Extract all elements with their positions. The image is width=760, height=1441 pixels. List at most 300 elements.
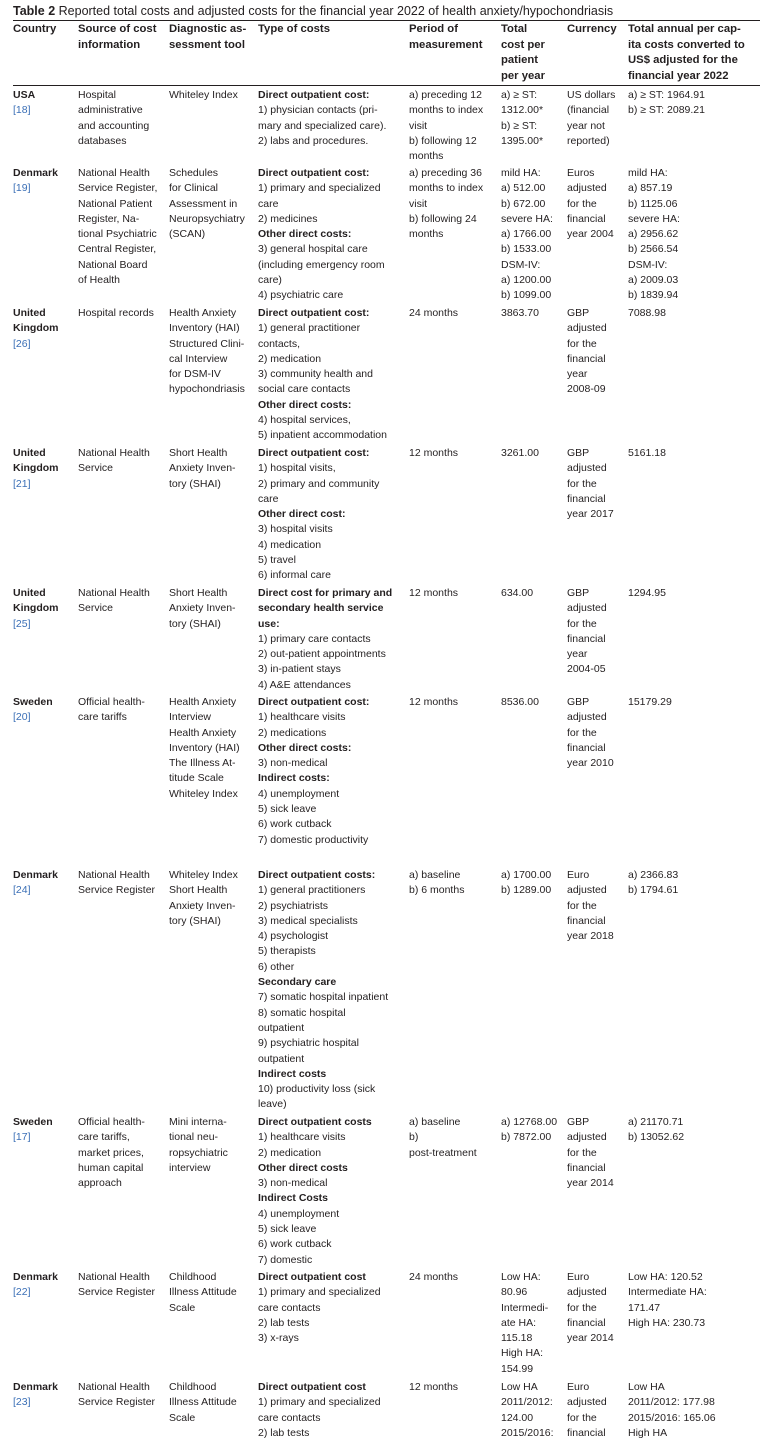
source-line: Register, Na- <box>78 212 140 225</box>
cost-item: 3) non-medical <box>258 757 328 770</box>
header-line: Source of cost <box>78 23 157 35</box>
total-line: b) 1533.00 <box>501 243 552 256</box>
adjusted-cell <box>628 695 672 710</box>
tool-line: Short Health <box>169 447 228 459</box>
country-name: Kingdom <box>13 462 59 475</box>
cost-item: care <box>258 197 279 210</box>
source-line: human capital <box>78 1161 144 1174</box>
source-cell <box>78 1270 155 1301</box>
tool-line: Inventory (HAI) <box>169 322 240 335</box>
source-line: National Health <box>78 1381 150 1393</box>
tool-line: Childhood <box>169 1271 217 1283</box>
adjusted-line: mild HA: <box>628 167 668 179</box>
total-line: a) 512.00 <box>501 182 546 195</box>
country-cell <box>13 695 53 726</box>
cost-item: 3) x-rays <box>258 1332 299 1345</box>
total-line: severe HA: <box>501 212 553 225</box>
cost-item: 1) healthcare visits <box>258 1131 346 1144</box>
source-line: care tariffs <box>78 711 127 724</box>
total-line: mild HA: <box>501 167 541 179</box>
adjusted-line: 5161.18 <box>628 447 666 459</box>
adjusted-line: b) ≥ ST: 2089.21 <box>628 104 705 117</box>
total-line: 2015/2016: <box>501 1426 554 1439</box>
currency-line: for the <box>567 1411 597 1424</box>
cost-item: care contacts <box>258 1301 321 1314</box>
header-line: patient <box>501 54 539 67</box>
cost-item: 6) informal care <box>258 569 331 582</box>
header-country <box>13 22 56 38</box>
adjusted-line: a) 2366.83 <box>628 869 679 881</box>
adjusted-line: High HA <box>628 1426 668 1439</box>
cost-item: 3) community health and <box>258 368 373 381</box>
adjusted-line: 1294.95 <box>628 587 666 599</box>
tool-line: Short Health <box>169 884 228 897</box>
header-line: Type of costs <box>258 23 330 35</box>
source-cell <box>78 166 157 288</box>
adjusted-line: b) 1839.94 <box>628 289 679 302</box>
tool-line: Whiteley Index <box>169 787 238 800</box>
tool-line: Interview <box>169 711 212 724</box>
header-period <box>409 22 482 53</box>
cost-item: 1) primary and specialized <box>258 1286 381 1299</box>
currency-line: year <box>567 648 588 661</box>
period-line: visit <box>409 119 428 132</box>
cost-item: 1) general practitioner <box>258 322 361 335</box>
adjusted-cell <box>628 306 666 321</box>
period-line: a) preceding 36 <box>409 167 482 179</box>
total-line: 2011/2012: <box>501 1396 553 1409</box>
source-line: National Health <box>78 167 150 179</box>
top-rule <box>13 20 760 21</box>
reference-link[interactable]: [21] <box>13 477 31 490</box>
source-line: administrative <box>78 104 143 117</box>
period-cell <box>409 1115 477 1161</box>
adjusted-cell <box>628 586 666 601</box>
header-adjusted <box>628 22 745 84</box>
tool-line: Structured Clini- <box>169 337 245 350</box>
cost-item: 5) therapists <box>258 945 316 958</box>
type-cell <box>258 1115 372 1268</box>
currency-line: adjusted <box>567 462 607 475</box>
cost-item: 10) productivity loss (sick <box>258 1083 376 1096</box>
tool-cell <box>169 868 238 929</box>
cost-item: 6) work cutback <box>258 1238 332 1251</box>
currency-line: Euros <box>567 167 595 179</box>
currency-line: GBP <box>567 1116 590 1128</box>
source-line: Central Register, <box>78 243 157 256</box>
header-line: financial year 2022 <box>628 69 729 82</box>
header-line: Diagnostic as- <box>169 23 247 35</box>
adjusted-line: DSM-IV: <box>628 258 668 271</box>
cost-item: 2) medication <box>258 352 322 365</box>
cost-item: 5) inpatient accommodation <box>258 429 387 442</box>
cost-item: 1) healthcare visits <box>258 711 346 724</box>
tool-line: Whiteley Index <box>169 869 238 881</box>
total-line: Low HA <box>501 1381 538 1393</box>
tool-cell <box>169 446 236 492</box>
cost-item: 1) general practitioners <box>258 884 366 897</box>
total-cell <box>501 88 543 149</box>
cost-item: 3) general hospital care <box>258 243 368 256</box>
period-line: 24 months <box>409 307 459 319</box>
source-line: Service Register <box>78 884 156 897</box>
currency-line: for the <box>567 1301 597 1314</box>
total-line: 634.00 <box>501 587 534 599</box>
currency-line: adjusted <box>567 602 607 615</box>
currency-line: financial <box>567 632 606 645</box>
currency-line: year 2004 <box>567 228 614 241</box>
cost-item: 2) primary and community <box>258 477 380 490</box>
adjusted-line: b) 1125.06 <box>628 197 678 210</box>
type-cell <box>258 306 387 444</box>
adjusted-line: 2011/2012: 177.98 <box>628 1396 715 1409</box>
cost-item: 2) lab tests <box>258 1426 310 1439</box>
country-cell <box>13 1270 58 1301</box>
header-line: sessment tool <box>169 38 245 51</box>
cost-category: Direct outpatient costs: <box>258 869 376 881</box>
source-line: Official health- <box>78 1116 145 1128</box>
currency-line: financial <box>567 352 606 365</box>
currency-line: adjusted <box>567 1396 607 1409</box>
cost-item: 3) in-patient stays <box>258 663 341 676</box>
type-cell <box>258 446 379 584</box>
adjusted-line: severe HA: <box>628 212 680 225</box>
country-name: Kingdom <box>13 322 59 335</box>
currency-line: 2004-05 <box>567 663 606 676</box>
header-line: Total annual per cap- <box>628 23 741 35</box>
cost-item: 6) other <box>258 960 295 973</box>
header-total <box>501 22 545 84</box>
period-line: a) preceding 12 <box>409 89 482 101</box>
cost-item: 4) unemployment <box>258 787 340 800</box>
currency-line: financial <box>567 1161 606 1174</box>
tool-line: tory (SHAI) <box>169 477 221 490</box>
period-line: b) following 12 <box>409 134 477 147</box>
cost-item: 4) psychologist <box>258 930 329 943</box>
source-line: National Health <box>78 587 150 599</box>
tool-line: titude Scale <box>169 772 224 785</box>
adjusted-line: Intermediate HA: <box>628 1286 707 1299</box>
country-cell <box>13 88 35 119</box>
total-line: b) 672.00 <box>501 197 546 210</box>
cost-item: 4) medication <box>258 538 322 551</box>
tool-line: cal Interview <box>169 352 228 365</box>
tool-line: Illness Attitude <box>169 1396 237 1409</box>
tool-line: Anxiety Inven- <box>169 899 236 912</box>
source-line: National Patient <box>78 197 153 210</box>
cost-item: 3) medical specialists <box>258 914 358 927</box>
country-name: United <box>13 587 46 599</box>
adjusted-line: a) 2009.03 <box>628 274 679 287</box>
currency-line: financial <box>567 741 606 754</box>
period-line: a) baseline <box>409 869 461 881</box>
source-line: Service <box>78 462 114 475</box>
currency-cell <box>567 306 607 398</box>
currency-line: for the <box>567 1146 597 1159</box>
currency-line: GBP <box>567 307 590 319</box>
header-line: Currency <box>567 23 617 35</box>
country-cell <box>13 868 58 899</box>
cost-item: care <box>258 492 279 505</box>
total-line: Intermedi- <box>501 1301 549 1314</box>
source-line: Service Register <box>78 1286 156 1299</box>
adjusted-cell <box>628 88 705 119</box>
cost-category: Direct outpatient cost: <box>258 167 370 179</box>
total-cell <box>501 446 539 461</box>
header-line: cost per <box>501 38 545 51</box>
cost-category: Direct cost for primary and <box>258 587 393 599</box>
header-type <box>258 22 330 38</box>
total-line: 8536.00 <box>501 696 539 708</box>
total-line: 154.99 <box>501 1362 534 1375</box>
country-cell <box>13 586 59 632</box>
reference-link[interactable]: [22] <box>13 1286 31 1299</box>
source-line: of Health <box>78 274 121 287</box>
adjusted-line: High HA: 230.73 <box>628 1316 706 1329</box>
reference-link[interactable]: [20] <box>13 711 31 724</box>
type-cell <box>258 88 386 149</box>
adjusted-line: Low HA <box>628 1381 665 1393</box>
cost-item: 5) sick leave <box>258 803 317 816</box>
currency-line: for the <box>567 337 597 350</box>
cost-item: 7) domestic productivity <box>258 833 369 846</box>
header-source <box>78 22 156 53</box>
currency-cell <box>567 586 607 678</box>
cost-item: 5) sick leave <box>258 1223 317 1236</box>
tool-line: hypochondriasis <box>169 383 245 396</box>
period-line: visit <box>409 197 428 210</box>
tool-line: Neuropsychiatry <box>169 212 245 225</box>
period-line: months <box>409 228 444 241</box>
cost-item: 6) work cutback <box>258 818 332 831</box>
period-cell <box>409 446 458 461</box>
total-cell <box>501 1380 554 1441</box>
tool-line: Inventory (HAI) <box>169 741 240 754</box>
total-line: 1312.00* <box>501 104 544 117</box>
total-line: ate HA: <box>501 1316 537 1329</box>
cost-item: 1) primary and specialized <box>258 182 381 195</box>
currency-cell <box>567 166 614 242</box>
source-cell <box>78 586 150 617</box>
adjusted-line: a) 2956.62 <box>628 228 679 241</box>
type-cell <box>258 868 388 1113</box>
cost-category: Other direct costs: <box>258 741 352 754</box>
adjusted-line: b) 2566.54 <box>628 243 679 256</box>
period-line: a) baseline <box>409 1116 461 1128</box>
currency-line: US dollars <box>567 89 616 101</box>
cost-category: Other direct costs: <box>258 398 352 411</box>
country-name: Denmark <box>13 1381 58 1393</box>
tool-line: tory (SHAI) <box>169 914 221 927</box>
tool-line: Childhood <box>169 1381 217 1393</box>
currency-line: Euro <box>567 1271 590 1283</box>
currency-line: for the <box>567 726 597 739</box>
currency-line: financial <box>567 492 606 505</box>
adjusted-line: b) 1794.61 <box>628 884 679 897</box>
currency-cell <box>567 446 614 522</box>
type-cell <box>258 695 369 848</box>
cost-category: use: <box>258 617 280 630</box>
total-cell <box>501 695 539 710</box>
source-line: tional Psychiatric <box>78 228 157 241</box>
tool-line: tional neu- <box>169 1131 219 1144</box>
total-line: 3863.70 <box>501 307 539 319</box>
cost-item: outpatient <box>258 1052 305 1065</box>
adjusted-line: 7088.98 <box>628 307 666 319</box>
currency-cell <box>567 1270 614 1346</box>
reference-link[interactable]: [18] <box>13 104 31 117</box>
adjusted-line: Low HA: 120.52 <box>628 1271 703 1283</box>
currency-line: for the <box>567 197 597 210</box>
cost-item: 2) medication <box>258 1146 322 1159</box>
cost-item: 8) somatic hospital <box>258 1006 346 1019</box>
total-line: 1395.00* <box>501 134 544 147</box>
adjusted-line: b) 13052.62 <box>628 1131 685 1144</box>
cost-item: social care contacts <box>258 383 351 396</box>
tool-cell <box>169 166 245 242</box>
total-cell <box>501 868 551 899</box>
header-tool <box>169 22 246 53</box>
cost-item: 2) lab tests <box>258 1316 310 1329</box>
period-cell <box>409 306 458 321</box>
cost-category: Indirect Costs <box>258 1192 329 1205</box>
cost-category: secondary health service <box>258 602 384 615</box>
total-line: b) 1099.00 <box>501 289 552 302</box>
period-cell <box>409 586 458 601</box>
cost-category: Indirect costs <box>258 1067 327 1080</box>
reference-link[interactable]: [19] <box>13 182 31 195</box>
tool-line: Anxiety Inven- <box>169 462 236 475</box>
source-cell <box>78 1380 155 1411</box>
currency-line: GBP <box>567 587 590 599</box>
adjusted-cell <box>628 1115 684 1146</box>
currency-line: year 2017 <box>567 508 614 521</box>
period-line: b) <box>409 1131 419 1144</box>
total-line: 80.96 <box>501 1286 528 1299</box>
adjusted-cell <box>628 1270 707 1331</box>
cost-item: 2) medicines <box>258 212 318 225</box>
period-cell <box>409 166 483 242</box>
total-line: Low HA: <box>501 1271 541 1283</box>
country-name: USA <box>13 89 36 101</box>
cost-item: 2) medications <box>258 726 327 739</box>
currency-line: Euro <box>567 869 590 881</box>
header-line: per year <box>501 69 545 82</box>
period-line: months to index <box>409 182 484 195</box>
adjusted-line: a) 857.19 <box>628 182 673 195</box>
type-cell <box>258 1380 381 1441</box>
caption-text: Reported total costs and adjusted costs for the financial year 2022 of health anxiety/hypochondriasis <box>58 4 614 18</box>
total-line: High HA: <box>501 1347 544 1360</box>
cost-item: contacts, <box>258 337 301 350</box>
period-line: 12 months <box>409 587 459 599</box>
total-cell <box>501 306 539 321</box>
total-line: a) ≥ ST: <box>501 89 538 101</box>
currency-cell <box>567 1115 614 1191</box>
total-line: b) 7872.00 <box>501 1131 552 1144</box>
source-cell <box>78 306 154 321</box>
country-name: Sweden <box>13 1116 53 1128</box>
currency-line: adjusted <box>567 1131 607 1144</box>
country-cell <box>13 166 58 197</box>
source-line: and accounting <box>78 119 150 132</box>
reference-link[interactable]: [25] <box>13 617 31 630</box>
source-line: National Health <box>78 1271 150 1283</box>
source-line: approach <box>78 1177 122 1190</box>
source-cell <box>78 446 150 477</box>
currency-line: financial <box>567 1316 606 1329</box>
cost-item: 1) primary and specialized <box>258 1396 381 1409</box>
currency-line: 2008-09 <box>567 383 606 396</box>
adjusted-line: 2015/2016: 165.06 <box>628 1411 716 1424</box>
currency-line: financial <box>567 914 606 927</box>
currency-line: year 2018 <box>567 930 614 943</box>
adjusted-line: 15179.29 <box>628 696 672 708</box>
source-line: Official health- <box>78 696 145 708</box>
currency-cell <box>567 88 615 149</box>
reference-link[interactable]: [17] <box>13 1131 31 1144</box>
reference-link[interactable]: [23] <box>13 1396 31 1409</box>
total-line: 115.18 <box>501 1332 533 1345</box>
header-line: Total <box>501 23 528 35</box>
tool-line: Health Anxiety <box>169 696 237 708</box>
currency-line: adjusted <box>567 711 607 724</box>
source-line: care tariffs, <box>78 1131 130 1144</box>
header-line: information <box>78 38 141 51</box>
cost-item: 2) labs and procedures. <box>258 134 369 147</box>
header-line: Period of <box>409 23 458 35</box>
tool-line: Scale <box>169 1411 196 1424</box>
cost-category: Direct outpatient cost: <box>258 447 370 459</box>
tool-cell <box>169 88 238 103</box>
cost-category: Other direct cost: <box>258 508 346 521</box>
tool-line: Anxiety Inven- <box>169 602 236 615</box>
reference-link[interactable]: [24] <box>13 884 31 897</box>
cost-item: (including emergency room <box>258 258 385 271</box>
currency-line: year 2014 <box>567 1332 614 1345</box>
header-currency <box>567 22 617 38</box>
country-cell <box>13 1380 58 1411</box>
period-line: 24 months <box>409 1271 459 1283</box>
currency-line: year not <box>567 119 605 132</box>
cost-item: 4) unemployment <box>258 1207 340 1220</box>
tool-line: Whiteley Index <box>169 89 238 101</box>
currency-line: reported) <box>567 134 610 147</box>
reference-link[interactable]: [26] <box>13 337 31 350</box>
adjusted-cell <box>628 446 666 461</box>
period-line: 12 months <box>409 696 459 708</box>
currency-cell <box>567 695 614 771</box>
cost-item: 1) hospital visits, <box>258 462 336 475</box>
period-cell <box>409 695 458 710</box>
tool-line: Mini interna- <box>169 1116 227 1128</box>
cost-item: mary and specialized care). <box>258 119 387 132</box>
period-line: b) 6 months <box>409 884 465 897</box>
country-name: United <box>13 307 46 319</box>
type-cell <box>258 166 385 304</box>
period-cell <box>409 88 483 164</box>
cost-item: 4) A&E attendances <box>258 678 351 691</box>
period-line: b) following 24 <box>409 212 477 225</box>
cost-item: 2) out-patient appointments <box>258 648 386 661</box>
tool-cell <box>169 586 236 632</box>
cost-category: Direct outpatient cost <box>258 1381 366 1393</box>
cost-item: 9) psychiatric hospital <box>258 1037 359 1050</box>
tool-line: interview <box>169 1161 211 1174</box>
header-line: measurement <box>409 38 483 51</box>
source-line: Hospital records <box>78 307 154 319</box>
tool-line: Health Anxiety <box>169 307 237 319</box>
